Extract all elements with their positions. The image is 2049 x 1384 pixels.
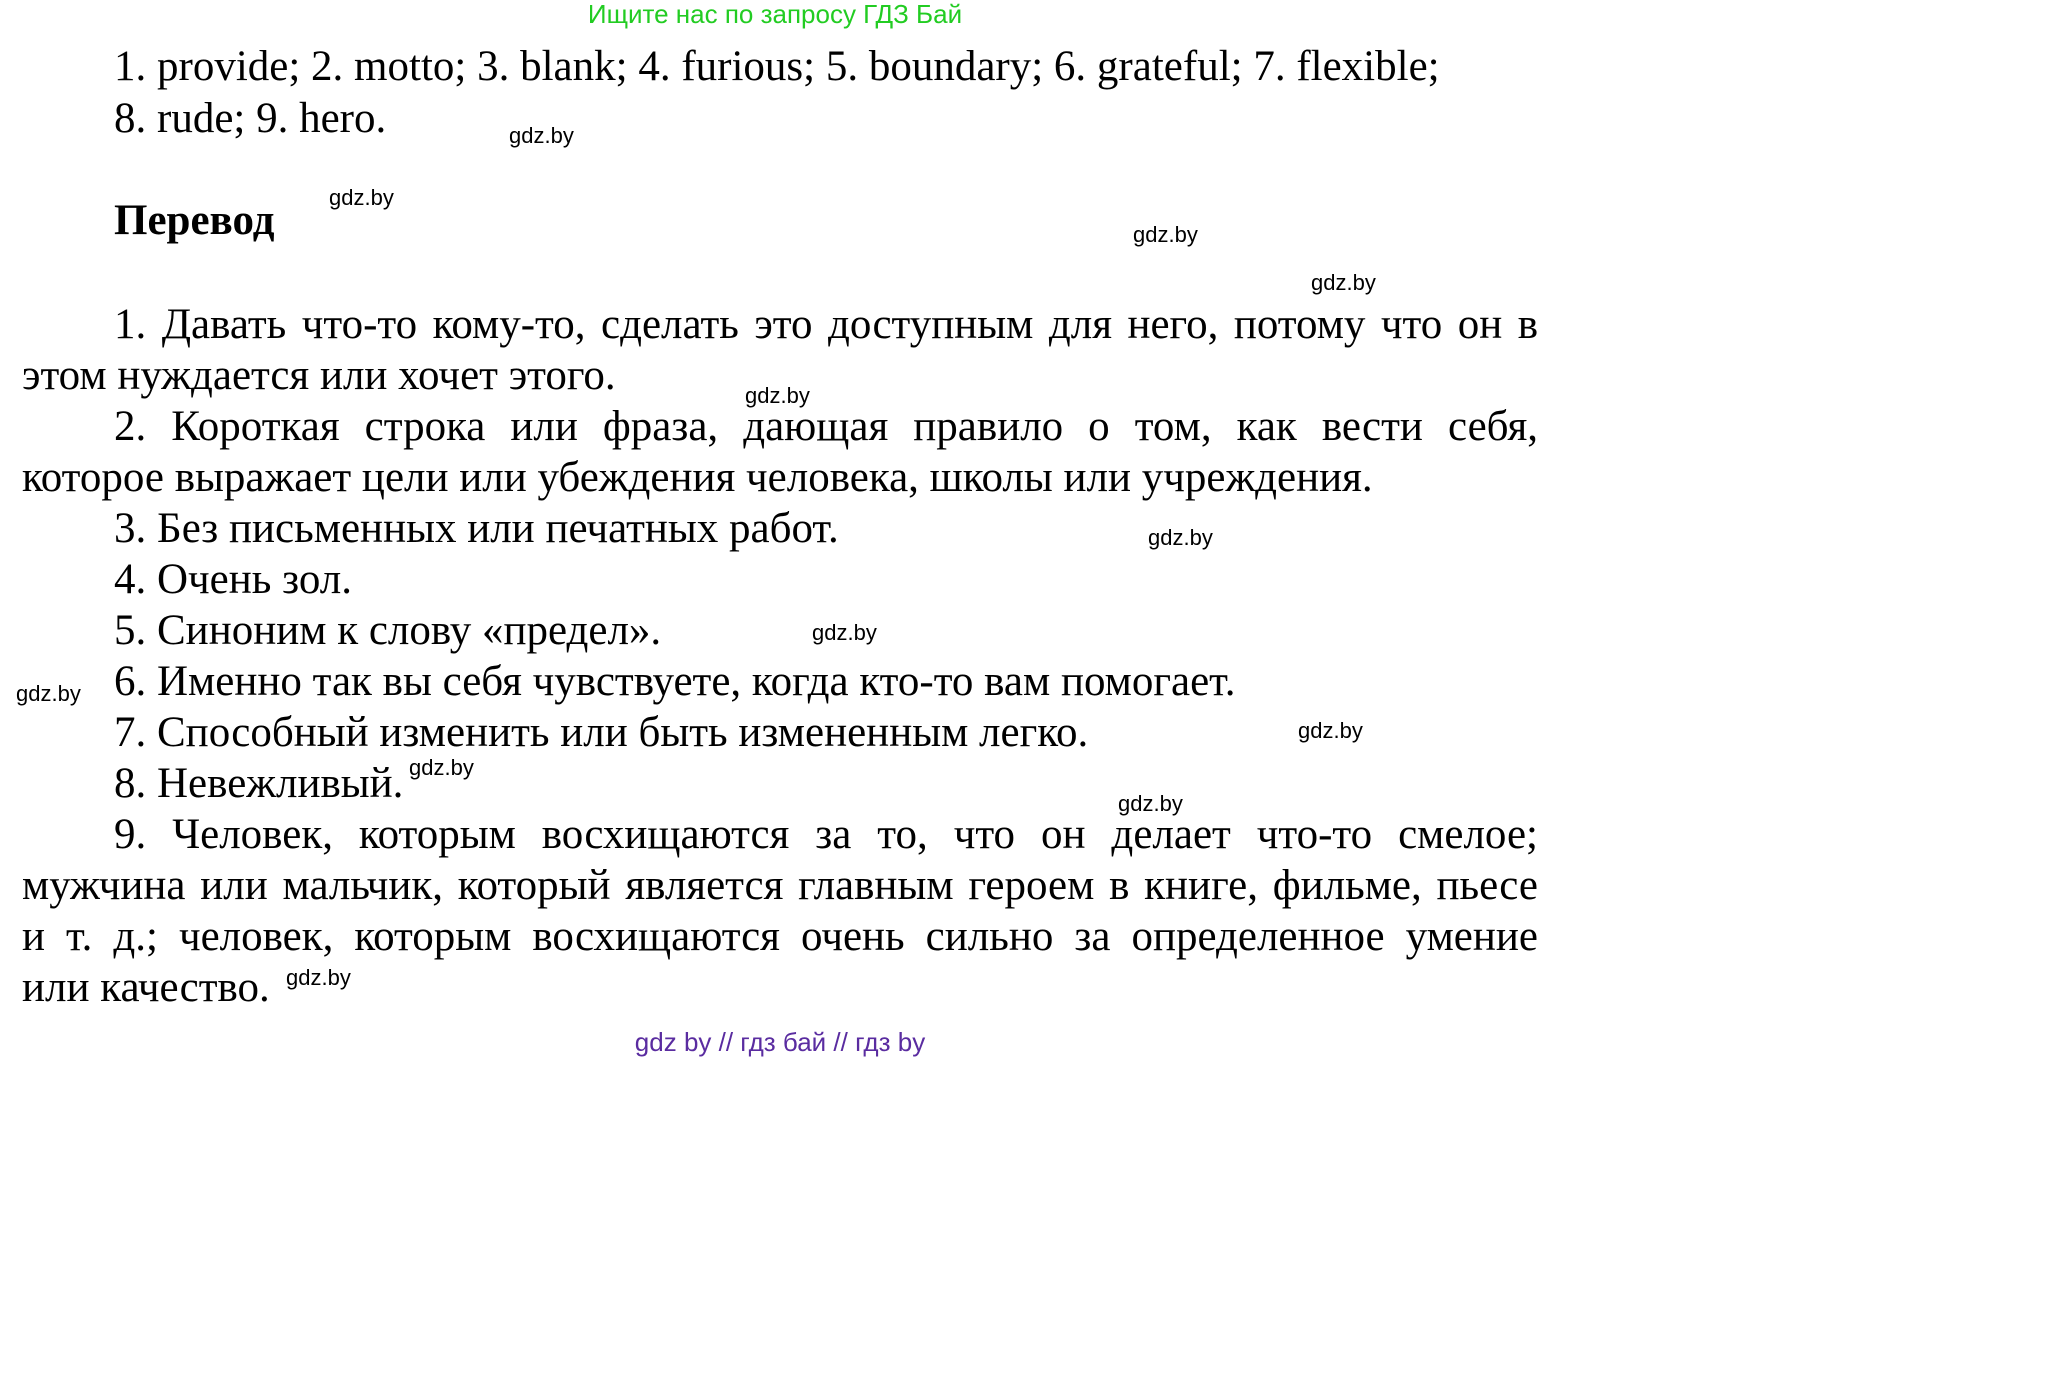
translation-5: 5. Синоним к слову «предел». [114, 607, 662, 654]
watermark: gdz.by [1133, 222, 1198, 247]
watermark: gdz.by [409, 755, 474, 780]
watermark: gdz.by [1118, 791, 1183, 816]
translation-9-line-d: или качество. [22, 964, 270, 1011]
watermark: gdz.by [1311, 270, 1376, 295]
watermark: gdz.by [1148, 525, 1213, 550]
watermark: gdz.by [745, 383, 810, 408]
answers-line-1: 1. provide; 2. motto; 3. blank; 4. furious; 5. boundary; 6. grateful; 7. flexible; [114, 43, 1440, 90]
translation-3: 3. Без письменных или печатных работ. [114, 505, 839, 552]
translation-2-line-b: которое выражает цели или убеждения человека, школы или учреждения. [22, 454, 1373, 501]
watermark: gdz.by [509, 123, 574, 148]
top-banner: Ищите нас по запросу ГДЗ Бай [587, 0, 963, 29]
watermark: gdz.by [16, 681, 81, 706]
footer-links: gdz by // гдз бай // гдз by [634, 1027, 926, 1057]
translation-4: 4. Очень зол. [114, 556, 353, 603]
translation-9-line-c: и т. д.; человек, которым восхищаются очень сильно за определенное умение [22, 913, 1538, 960]
answers-line-2: 8. rude; 9. hero. [114, 95, 387, 142]
translation-1-line-b: этом нуждается или хочет этого. [22, 352, 616, 399]
watermark: gdz.by [812, 620, 877, 645]
translation-1-line-a: 1. Давать что-то кому-то, сделать это доступным для него, потому что он в [114, 301, 1538, 348]
watermark: gdz.by [1298, 718, 1363, 743]
translation-2-line-a: 2. Короткая строка или фраза, дающая правило о том, как вести себя, [114, 403, 1538, 450]
translation-8: 8. Невежливый. [114, 760, 404, 807]
watermark: gdz.by [286, 965, 351, 990]
translation-9-line-b: мужчина или мальчик, который является главным героем в книге, фильме, пьесе [22, 862, 1538, 909]
watermark: gdz.by [329, 185, 394, 210]
section-heading: Перевод [114, 197, 275, 244]
translation-9-line-a: 9. Человек, которым восхищаются за то, что он делает что-то смелое; [114, 811, 1538, 858]
translation-6: 6. Именно так вы себя чувствуете, когда кто-то вам помогает. [114, 658, 1236, 705]
translation-7: 7. Способный изменить или быть измененным легко. [114, 709, 1089, 756]
